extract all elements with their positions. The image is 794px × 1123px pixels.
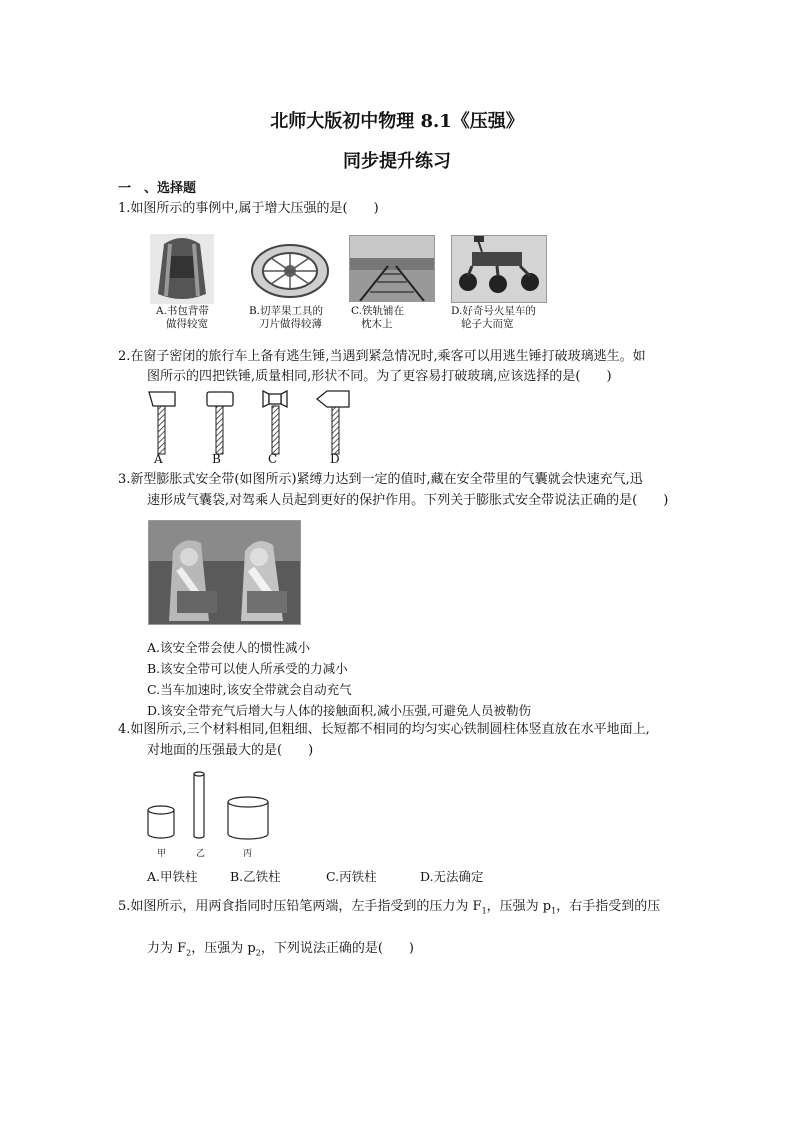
question-3-line-1: 3.新型膨胀式安全带(如图所示)紧缚力达到一定的值时,藏在安全带里的气囊就会快速充气,迅 [118,472,643,487]
q1-caption-c: C.铁轨铺在 枕木上 [351,305,404,330]
q4-label-jia: 甲 [157,849,167,859]
q1-image-mars-rover [451,235,547,303]
q2-label-d: D [330,452,340,466]
question-2-line-2: 图所示的四把铁锤,质量相同,形状不同。为了更容易打破玻璃,应该选择的是( ) [147,369,612,384]
q1-image-apple-cutter [248,240,332,302]
question-1-stem: 1.如图所示的事例中,属于增大压强的是( ) [118,201,379,216]
section-heading: 一 、选择题 [118,181,197,196]
q4-option-a: A.甲铁柱 [147,869,198,884]
q2-label-a: A [154,452,163,466]
question-2-line-1: 2.在窗子密闭的旅行车上备有逃生锤,当遇到紧急情况时,乘客可以用逃生锤打破玻璃逃生。如 [118,349,646,364]
q4-label-yi: 乙 [196,849,206,859]
question-4-line-1: 4.如图所示,三个材料相同,但粗细、长短都不相同的均匀实心铁制圆柱体竖直放在水平地面上, [118,722,650,737]
q1-caption-b: B.切苹果工具的 刀片做得较薄 [249,305,324,330]
q2-label-c: C [268,452,278,466]
page-title: 北师大版初中物理 8.1《压强》 [270,111,524,132]
q4-option-b: B.乙铁柱 [230,869,281,884]
q4-option-d: D.无法确定 [420,869,484,884]
question-3-line-2: 速形成气囊袋,对驾乘人员起到更好的保护作用。下列关于膨胀式安全带说法正确的是( ) [147,493,669,508]
question-5-line-2: 力为 $F_2$，压强为 $p_2$，下列说法正确的是( ) [147,941,414,958]
q3-image-seatbelt [148,520,301,625]
q4-option-c: C.丙铁柱 [326,869,377,884]
q1-image-backpack [150,234,214,304]
question-4-line-2: 对地面的压强最大的是( ) [147,743,314,758]
q4-label-bing: 丙 [243,849,253,859]
q1-caption-d: D.好奇号火星车的 轮子大而宽 [451,305,536,330]
q1-image-railway [349,235,435,302]
q2-hammers-figure [145,388,355,470]
page-subtitle: 同步提升练习 [343,151,451,172]
q2-label-b: B [212,452,221,466]
q4-cylinders-figure [140,770,280,844]
q1-caption-a: A.书包背带 做得较宽 [156,305,209,330]
question-5-line-1: 5.如图所示，用两食指同时压铅笔两端，左手指受到的压力为 $F_1$，压强为 $p_1$，右手指受到的压 [118,899,661,916]
q3-option-c: C.当车加速时,该安全带就会自动充气 [147,682,352,697]
q3-option-d: D.该安全带充气后增大与人体的接触面积,减小压强,可避免人员被勒伤 [147,703,531,718]
q3-option-a: A.该安全带会使人的惯性减小 [147,640,311,655]
q3-option-b: B.该安全带可以使人所承受的力减小 [147,661,348,676]
